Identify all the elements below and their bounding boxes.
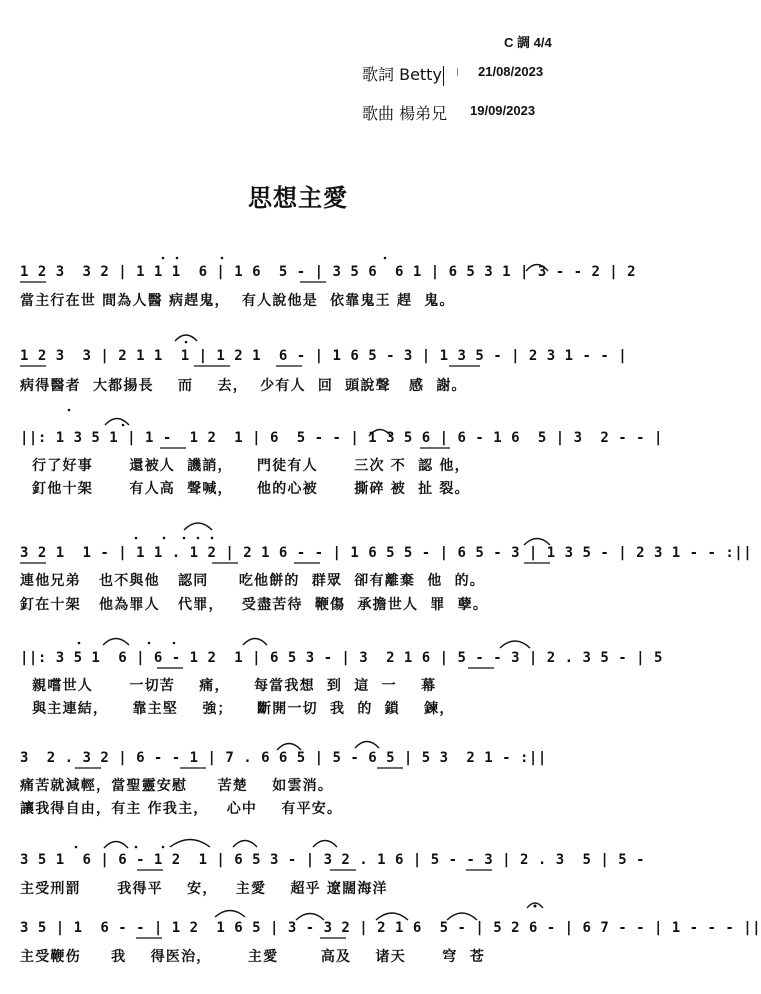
key-signature: C 調 4/4 [504,35,552,50]
notation-line-8: 3 5 | 1 6 - - | 1 2 1 6 5 | 3 - 3 2 | 2 1 6 5 - | 5 2 6 - | 6 7 - - | 1 - - - || [20,920,761,936]
lyric-line-5b: 與主連結， 靠主堅 強； 斷開一切 我 的 鎖 鍊， [20,701,455,717]
lyricist-label: 歌詞 Betty [362,65,442,84]
notation-line-7: 3 5 1 6 | 6 - 1 2 1 | 6 5 3 - | 3 2 . 1 6 | 5 - - 3 | 2 . 3 5 | 5 - [20,852,646,868]
lyric-line-2a: 病得醫者 大都揚長 而 去， 少有人 回 頭說聲 感 謝。 [20,378,467,394]
lyric-line-1a: 當主行在世 間為人醫 病趕鬼， 有人說他是 依靠鬼王 趕 鬼。 [20,293,455,309]
lyric-line-4b: 釘在十架 他為罪人 代罪， 受盡苦待 鞭傷 承擔世人 罪 孽。 [20,597,489,613]
notation-line-2: 1 2 3 3 | 2 1 1 1 | 1 2 1 6 - | 1 6 5 - 3 | 1 3 5 - | 2 3 1 - - | [20,348,628,364]
notation-line-5: ||: 3 5 1 6 | 6 - 1 2 1 | 6 5 3 - | 3 2 1 6 | 5 - - 3 | 2 . 3 5 - | 5 [20,650,663,666]
lyric-line-3b: 釘他十架 有人高 聲喊， 他的心被 撕碎 被 扯 裂。 [20,481,470,497]
composer-credit [362,101,536,124]
lyric-line-8a: 主受鞭伤 我 得医治， 主愛 高及 诸天 穹 苍 [20,949,485,965]
notation-line-4: 3 2 1 1 - | 1 1 . 1 2 | 2 1 6 - - | 1 6 5 5 - | 6 5 - 3 | 1 3 5 - | 2 3 1 - - :|| [20,545,753,561]
lyric-line-3a: 行了好事 還被人 譏誚， 門徒有人 三次 不 認 他， [20,458,470,474]
text-cursor-mark [457,68,458,76]
lyric-line-5a: 親嚐世人 一切苦 痛， 每當我想 到 這 一 幕 [20,678,437,694]
song-title: 思想主愛 [248,184,348,212]
lyricist-credit [362,62,544,86]
lyric-line-6a: 痛苦就減輕，當聖靈安慰 苦楚 如雲消。 [20,778,334,794]
lyric-line-6b: 讓我得自由，有主 作我主， 心中 有平安。 [20,801,343,817]
notation-line-3: ||: 1 3 5 1 | 1 - 1 2 1 | 6 5 - - | 1 3 5 6 | 6 - 1 6 5 | 3 2 - - | [20,430,663,446]
lyric-line-4a: 連他兄弟 也不與他 認同 吃他餅的 群眾 卻有離棄 他 的。 [20,573,486,589]
notation-line-1: 1 2 3 3 2 | 1 1 1 6 | 1 6 5 - | 3 5 6 6 1 | 6 5 3 1 | 3 - - 2 | 2 [20,264,637,280]
notation-line-6: 3 2 . 3 2 | 6 - - 1 | 7 . 6 6 5 | 5 - 6 5 | 5 3 2 1 - :|| [20,750,547,766]
composer-date: 19/09/2023 [470,103,536,118]
lyric-line-7a: 主受刑罰 我得平 安， 主愛 超乎 遼闊海洋 [20,881,388,897]
text-cursor [443,66,444,86]
lyricist-date: 21/08/2023 [478,64,544,79]
composer-label: 歌曲 楊弟兄 [362,104,448,123]
